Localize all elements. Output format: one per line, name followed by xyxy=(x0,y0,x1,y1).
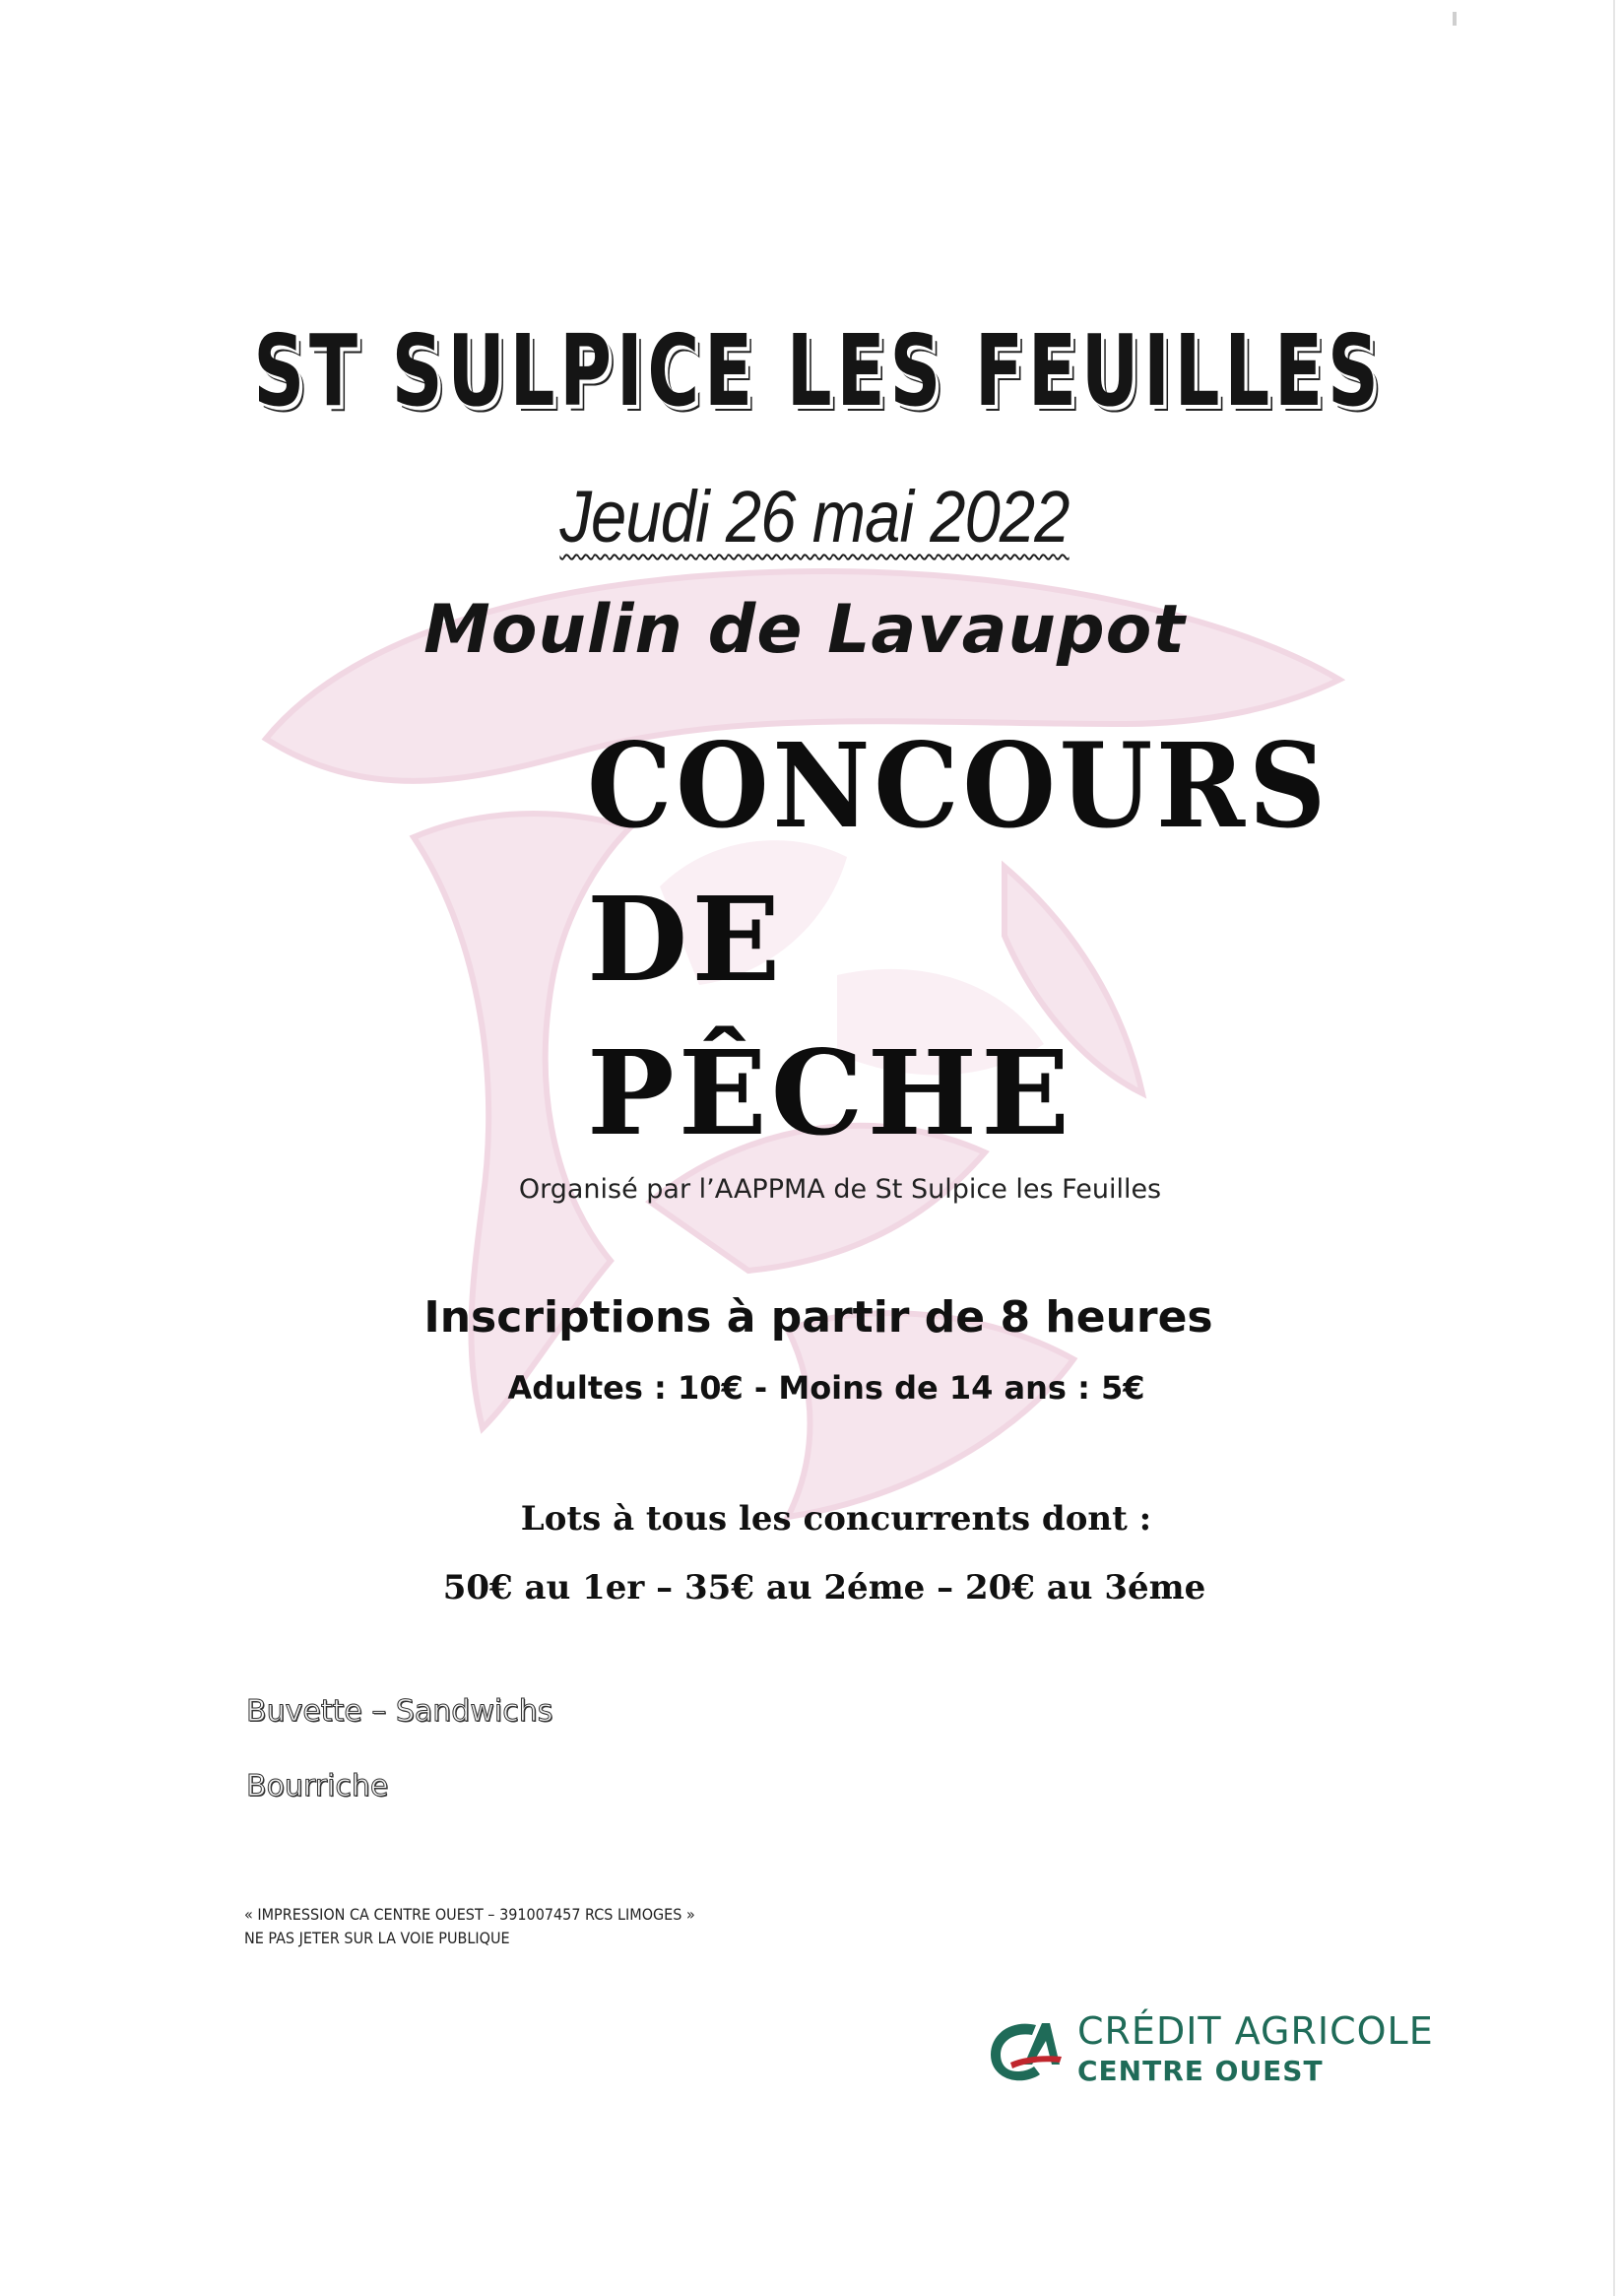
service-buvette: Buvette – Sandwichs xyxy=(246,1694,553,1729)
event-place: Moulin de Lavaupot xyxy=(423,591,1186,669)
event-title-line3: PÊCHE xyxy=(587,1024,1074,1161)
event-date xyxy=(101,475,1527,558)
service-bourriche: Bourriche xyxy=(246,1769,389,1804)
legal-mentions xyxy=(244,1903,695,1950)
sponsor-logo xyxy=(985,2009,1458,2098)
town-title: ST SULPICE LES FEUILLES xyxy=(253,313,1384,428)
legal-line-1: « IMPRESSION CA CENTRE OUEST – 391007457 RCS LIMOGES » xyxy=(244,1905,695,1924)
lots-title: Lots à tous les concurrents dont : xyxy=(520,1499,1152,1539)
scan-edge-line xyxy=(1613,0,1615,2296)
event-title-line2: DE xyxy=(587,871,785,1008)
registration-text: Inscriptions à partir de 8 heures xyxy=(423,1292,1213,1343)
prices-text: Adultes : 10€ - Moins de 14 ans : 5€ xyxy=(507,1369,1145,1407)
scan-mark xyxy=(1453,12,1457,26)
organiser-text: Organisé par l’AAPPMA de St Sulpice les Feuilles xyxy=(518,1174,1162,1205)
lots-prizes: 50€ au 1er – 35€ au 2éme – 20€ au 3éme xyxy=(442,1568,1206,1607)
sponsor-name: CRÉDIT AGRICOLE xyxy=(1077,2009,1434,2053)
sponsor-region: CENTRE OUEST xyxy=(1077,2055,1324,2087)
event-date-text: Jeudi 26 mai 2022 xyxy=(559,476,1070,558)
legal-line-2: NE PAS JETER SUR LA VOIE PUBLIQUE xyxy=(244,1929,510,1947)
event-title-line1: CONCOURS xyxy=(587,717,1329,854)
ca-logo-icon xyxy=(985,2017,1064,2086)
